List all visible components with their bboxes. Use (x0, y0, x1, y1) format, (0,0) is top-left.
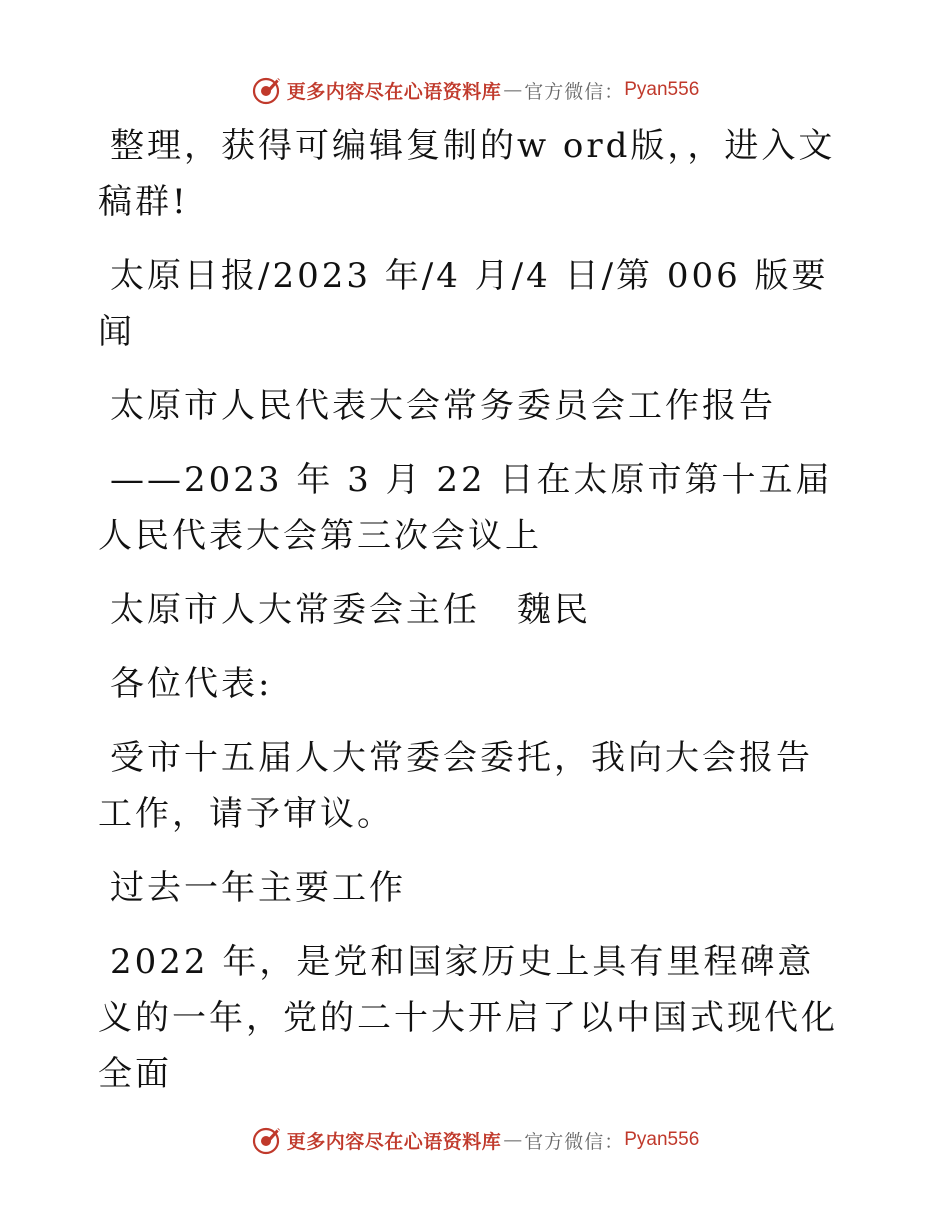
document-body (98, 118, 838, 1120)
section-heading: 过去一年主要工作 (110, 868, 406, 908)
watermark-wechat-id: Pyan556 (624, 1129, 700, 1150)
pen-nib-logo-icon (251, 74, 283, 106)
report-title: 太原市人民代表大会常务委员会工作报告 (110, 386, 776, 426)
paragraph-opening: 受市十五届人大常委会委托，我向大会报告工作，请予审议。 (98, 738, 813, 834)
watermark-separator: — (503, 1129, 523, 1151)
pen-nib-logo-icon (251, 1124, 283, 1156)
salutation: 各位代表: (110, 664, 273, 704)
watermark-red-text: 更多内容尽在心语资料库 (286, 1130, 502, 1153)
watermark-footer (0, 1120, 950, 1160)
paragraph-intro: 整理，获得可编辑复制的w ord版，，进入文稿群! (98, 126, 836, 222)
watermark-gray-text: 官方微信： (524, 80, 625, 103)
watermark-separator: — (503, 79, 523, 101)
report-author: 太原市人大常委会主任 魏民 (110, 590, 591, 630)
paragraph-source: 太原日报/2023 年/4 月/4 日/第 006 版要闻 (98, 256, 829, 352)
report-subtitle: ——2023 年 3 月 22 日在太原市第十五届人民代表大会第三次会议上 (98, 460, 833, 556)
watermark-red-text: 更多内容尽在心语资料库 (286, 80, 502, 103)
watermark-wechat-id: Pyan556 (624, 79, 700, 100)
watermark-header (0, 70, 950, 110)
paragraph-body: 2022 年，是党和国家历史上具有里程碑意义的一年，党的二十大开启了以中国式现代化全面 (98, 942, 838, 1094)
watermark-gray-text: 官方微信： (524, 1130, 625, 1153)
